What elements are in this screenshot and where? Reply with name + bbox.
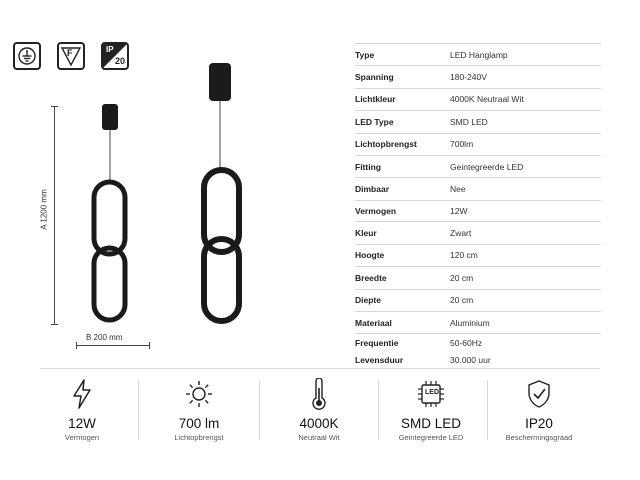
spec-key: LED Type — [355, 116, 394, 127]
spec-row — [355, 44, 601, 66]
spec-value: Zwart — [450, 228, 472, 239]
ground-badge — [13, 42, 41, 70]
spec-row — [355, 245, 601, 267]
feature-color-temp — [264, 378, 374, 442]
spec-row — [355, 267, 601, 289]
spec-key: Breedte — [355, 272, 387, 283]
spec-value: Aluminium — [450, 317, 490, 328]
spec-key: Spanning — [355, 72, 394, 83]
spec-row — [355, 290, 601, 312]
spec-row — [355, 222, 601, 244]
spec-key: Materiaal — [355, 317, 392, 328]
spec-value: 4000K Neutraal Wit — [450, 94, 524, 105]
spec-key: Levensduur — [355, 354, 404, 365]
spec-value: 50-60Hz — [450, 337, 483, 348]
spec-value: LED Hanglamp — [450, 49, 508, 60]
spec-row — [355, 200, 601, 222]
feature-power-value: 12W — [68, 416, 96, 431]
feature-led-type-label: Geintegreerde LED — [398, 433, 464, 442]
spec-row — [355, 351, 601, 368]
spec-row — [355, 66, 601, 88]
height-dimension-line — [54, 106, 55, 325]
lightning-icon — [71, 379, 93, 409]
spec-value: 12W — [450, 205, 468, 216]
spec-value: 30.000 uur — [450, 354, 491, 365]
feature-lumen-label: Lichtopbrengst — [174, 433, 224, 442]
spec-table-secondary — [355, 200, 601, 368]
spec-value: 180-240V — [450, 72, 487, 83]
spec-value: 20 cm — [450, 272, 474, 283]
spec-key: Vermogen — [355, 205, 397, 216]
spec-value: Nee — [450, 184, 466, 195]
feature-led-type-value: SMD LED — [400, 416, 461, 431]
ip-top-label: IP — [106, 45, 114, 54]
feature-ip-rating — [484, 378, 594, 442]
ip-badge — [101, 42, 129, 70]
feature-power — [27, 378, 137, 442]
spec-row — [355, 134, 601, 156]
shield-check-icon — [526, 379, 552, 409]
feature-led-type — [376, 378, 486, 442]
feature-power-label: Vermogen — [64, 433, 100, 442]
spec-key: Diepte — [355, 295, 381, 306]
spec-row — [355, 312, 601, 334]
feature-color-temp-value: 4000K — [299, 416, 339, 431]
spec-row — [355, 111, 601, 133]
height-dimension-label: A 1200 mm — [39, 189, 49, 230]
feature-separator — [259, 380, 260, 440]
spec-key: Frequentie — [355, 337, 399, 348]
spec-table-main — [355, 43, 601, 201]
spec-key: Kleur — [355, 228, 377, 239]
spec-key: Hoogte — [355, 250, 385, 261]
spec-value: Geintegreerde LED — [450, 161, 524, 172]
spec-value: 700lm — [450, 139, 474, 150]
spec-value: 20 cm — [450, 295, 474, 306]
spec-row — [355, 156, 601, 178]
width-dimension-line — [76, 345, 150, 346]
spec-row — [355, 89, 601, 111]
ip-bottom-label: 20 — [115, 56, 126, 66]
spec-value: 120 cm — [450, 250, 478, 261]
feature-color-temp-label: Neutraal Wit — [298, 433, 340, 442]
width-dimension-label: B 200 mm — [86, 333, 123, 342]
feature-lumen-value: 700 lm — [178, 416, 220, 431]
ground-symbol-icon — [15, 44, 39, 68]
lamp-large-illustration — [180, 55, 270, 335]
feature-ip-rating-value: IP20 — [525, 416, 553, 431]
spec-value: SMD LED — [450, 116, 488, 127]
f-mark-badge — [57, 42, 85, 70]
feature-lumen — [144, 378, 254, 442]
spec-key: Type — [355, 49, 375, 60]
thermometer-icon — [311, 378, 327, 410]
feature-strip-divider — [40, 368, 600, 369]
spec-key: Dimbaar — [355, 184, 390, 195]
spec-row — [355, 178, 601, 200]
led-chip-icon-label: LED — [425, 389, 439, 396]
feature-separator — [138, 380, 139, 440]
lamp-small-illustration — [80, 100, 150, 330]
spec-key: Fitting — [355, 161, 381, 172]
sun-icon — [184, 379, 214, 409]
spec-key: Lichtkleur — [355, 94, 396, 105]
spec-key: Lichtopbrengst — [355, 139, 417, 150]
feature-ip-rating-label: Beschermingsgraad — [505, 433, 573, 442]
f-mark-label: F — [67, 48, 73, 58]
spec-row — [355, 334, 601, 351]
